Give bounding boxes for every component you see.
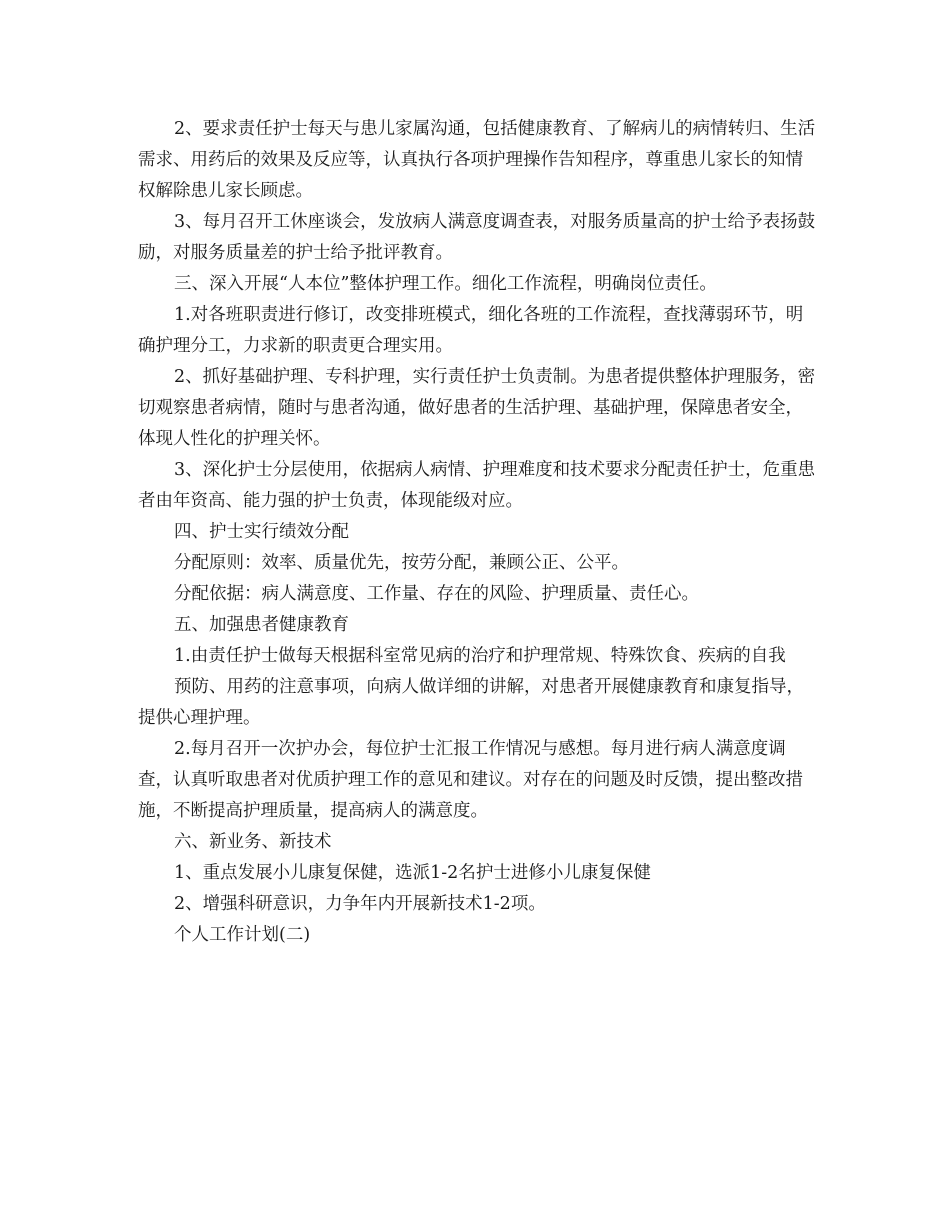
- paragraph: 分配依据：病人满意度、工作量、存在的风险、护理质量、责任心。: [174, 584, 699, 604]
- paragraph: 3、深化护士分层使用，依据病人病情、护理难度和技术要求分配责任护士，危重患者由年资高、能力强的护士负责，体现能级对应。: [138, 460, 816, 511]
- paragraph: 1.由责任护士做每天根据科室常见病的治疗和护理常规、特殊饮食、疾病的自我: [174, 646, 786, 666]
- paragraph: 1、重点发展小儿康复保健，选派1-2名护士进修小儿康复保健: [174, 863, 651, 883]
- paragraph: 2、要求责任护士每天与患儿家属沟通，包括健康教育、了解病儿的病情转归、生活需求、用药后的效果及反应等，认真执行各项护理操作告知程序，尊重患儿家长的知情权解除患儿家长顾虑。: [138, 119, 816, 201]
- document-subtitle: 个人工作计划(二): [174, 925, 311, 945]
- paragraph: 1.对各班职责进行修订，改变排班模式，细化各班的工作流程，查找薄弱环节，明确护理分工，力求新的职责更合理实用。: [138, 305, 804, 356]
- paragraph: 2、增强科研意识，力争年内开展新技术1-2项。: [174, 894, 546, 914]
- document-body: [138, 114, 818, 951]
- paragraph: 分配原则：效率、质量优先，按劳分配，兼顾公正、公平。: [174, 553, 629, 573]
- paragraph: 2、抓好基础护理、专科护理，实行责任护士负责制。为患者提供整体护理服务，密切观察患者病情，随时与患者沟通，做好患者的生活护理、基础护理，保障患者安全，体现人性化的护理关怀。: [138, 367, 816, 449]
- section-heading: 三、深入开展“人本位”整体护理工作。细化工作流程，明确岗位责任。: [174, 274, 717, 294]
- section-heading: 四、护士实行绩效分配: [174, 522, 349, 542]
- paragraph: 预防、用药的注意事项，向病人做详细的讲解，对患者开展健康教育和康复指导，提供心理护理。: [138, 677, 804, 728]
- section-heading: 五、加强患者健康教育: [174, 615, 349, 635]
- paragraph: 2.每月召开一次护办会，每位护士汇报工作情况与感想。每月进行病人满意度调查，认真听取患者对优质护理工作的意见和建议。对存在的问题及时反馈，提出整改措施，不断提高护理质量，提高病人的满意度。: [138, 739, 803, 821]
- paragraph: 3、每月召开工休座谈会，发放病人满意度调查表，对服务质量高的护士给予表扬鼓励，对服务质量差的护士给予批评教育。: [138, 212, 816, 263]
- section-heading: 六、新业务、新技术: [174, 832, 332, 852]
